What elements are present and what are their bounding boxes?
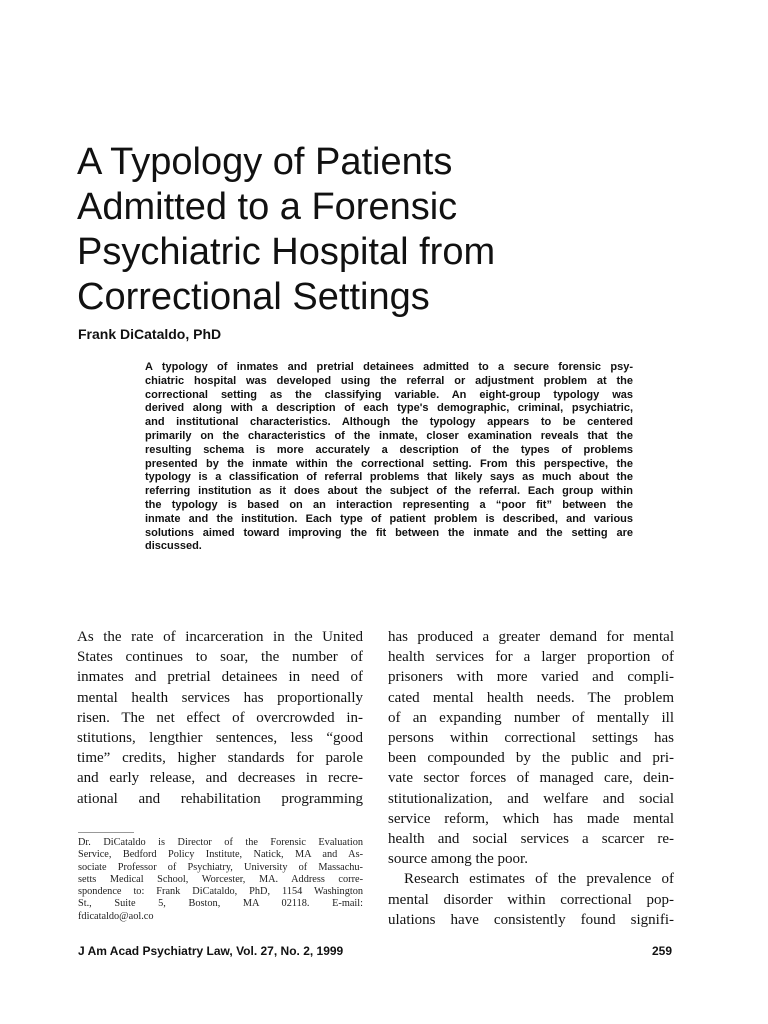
body-line: States continues to soar, the number of [77, 649, 363, 666]
abstract-line: resulting schema is more accurately a description of the types of problems [145, 443, 633, 456]
body-line: vate sector forces of managed care, dein- [388, 770, 674, 787]
footnote-email: fdicataldo@aol.co [78, 910, 154, 922]
abstract-line: inmate and the institution. Each type of patient problem is described, and various [145, 512, 633, 525]
body-line: been compounded by the public and pri- [388, 750, 674, 767]
abstract-line: referring institution as it does about the subject of the referral. Each group within [145, 485, 633, 498]
body-column-left [77, 627, 363, 809]
body-line: and early release, and decreases in recre- [77, 770, 363, 787]
body-line: ational and rehabilitation programming [77, 790, 363, 807]
abstract-line: A typology of inmates and pretrial detainees admitted to a secure forensic psy- [145, 361, 633, 373]
title-line: A Typology of Patients [77, 141, 453, 183]
footnote-divider [78, 832, 134, 833]
author-footnote [78, 837, 363, 923]
body-column-right [388, 627, 674, 930]
footnote-line: spondence to: Frank DiCataldo, PhD, 1154 Washington [78, 886, 363, 898]
footnote-line: Dr. DiCataldo is Director of the Forensic Evaluation [78, 837, 363, 848]
title-line: Psychiatric Hospital from [77, 231, 496, 273]
abstract-line: the typology is based on an interaction representing a “poor fit” between the [145, 498, 633, 511]
footnote-line: setts Medical School, Worcester, MA. Address corre- [78, 873, 363, 885]
body-line: health and social services a scarcer re- [388, 831, 674, 848]
body-line: time” credits, higher standards for parole [77, 750, 363, 767]
abstract [145, 361, 633, 554]
body-line: stitutions, lengthier sentences, less “good [77, 730, 363, 747]
abstract-line: primarily on the characteristics of the inmate, closer examination reveals that the [145, 429, 633, 442]
abstract-line: presented by the inmate within the correctional setting. From this perspective, the [145, 457, 633, 470]
journal-citation: J Am Acad Psychiatry Law, Vol. 27, No. 2, 1999 [78, 944, 344, 958]
abstract-line: derived along with a description of each type's demographic, criminal, psychiatric, [145, 402, 633, 415]
abstract-line: chiatric hospital was developed using the referral or adjustment problem at the [145, 374, 633, 387]
body-line: service reform, which has made mental [388, 810, 674, 827]
body-line: ulations have consistently found signifi- [388, 911, 674, 928]
body-line: mental health services has proportionally [77, 689, 363, 706]
body-line: cated mental health needs. The problem [388, 689, 674, 706]
abstract-line: and institutional characteristics. Although the typology appears to be centered [145, 416, 633, 429]
body-line: stitutionalization, and welfare and social [388, 790, 674, 807]
footnote-line: St., Suite 5, Boston, MA 02118. E-mail: [78, 898, 363, 910]
body-line: health services for a larger proportion of [388, 649, 674, 666]
article-title [77, 140, 697, 320]
abstract-line: typology is a classification of referral problems that likely says as much about the [145, 471, 633, 484]
abstract-line: discussed. [145, 540, 202, 553]
author-name: Frank DiCataldo, PhD [78, 326, 222, 342]
body-line: Research estimates of the prevalence of [404, 871, 674, 888]
abstract-line: solutions aimed toward improving the fit between the inmate and the setting are [145, 526, 633, 539]
title-line: Correctional Settings [77, 276, 430, 318]
body-line: of an expanding number of mentally ill [388, 709, 674, 726]
footnote-line: Service, Bedford Policy Institute, Natick, MA and As- [78, 849, 363, 861]
body-line: As the rate of incarceration in the United [77, 629, 363, 645]
body-line: persons within correctional settings has [388, 730, 674, 747]
page-number: 259 [652, 944, 673, 958]
abstract-line: correctional setting as the classifying variable. An eight-group typology was [145, 388, 633, 401]
body-line: has produced a greater demand for mental [388, 629, 674, 645]
title-line: Admitted to a Forensic [77, 186, 458, 228]
body-line: inmates and pretrial detainees in need of [77, 669, 363, 686]
body-line: source among the poor. [388, 851, 528, 868]
body-line: risen. The net effect of overcrowded in- [77, 709, 363, 726]
footnote-line: sociate Professor of Psychiatry, University of Massachu- [78, 861, 363, 873]
body-line: mental disorder within correctional pop- [388, 891, 674, 908]
body-line: prisoners with more varied and compli- [388, 669, 674, 686]
